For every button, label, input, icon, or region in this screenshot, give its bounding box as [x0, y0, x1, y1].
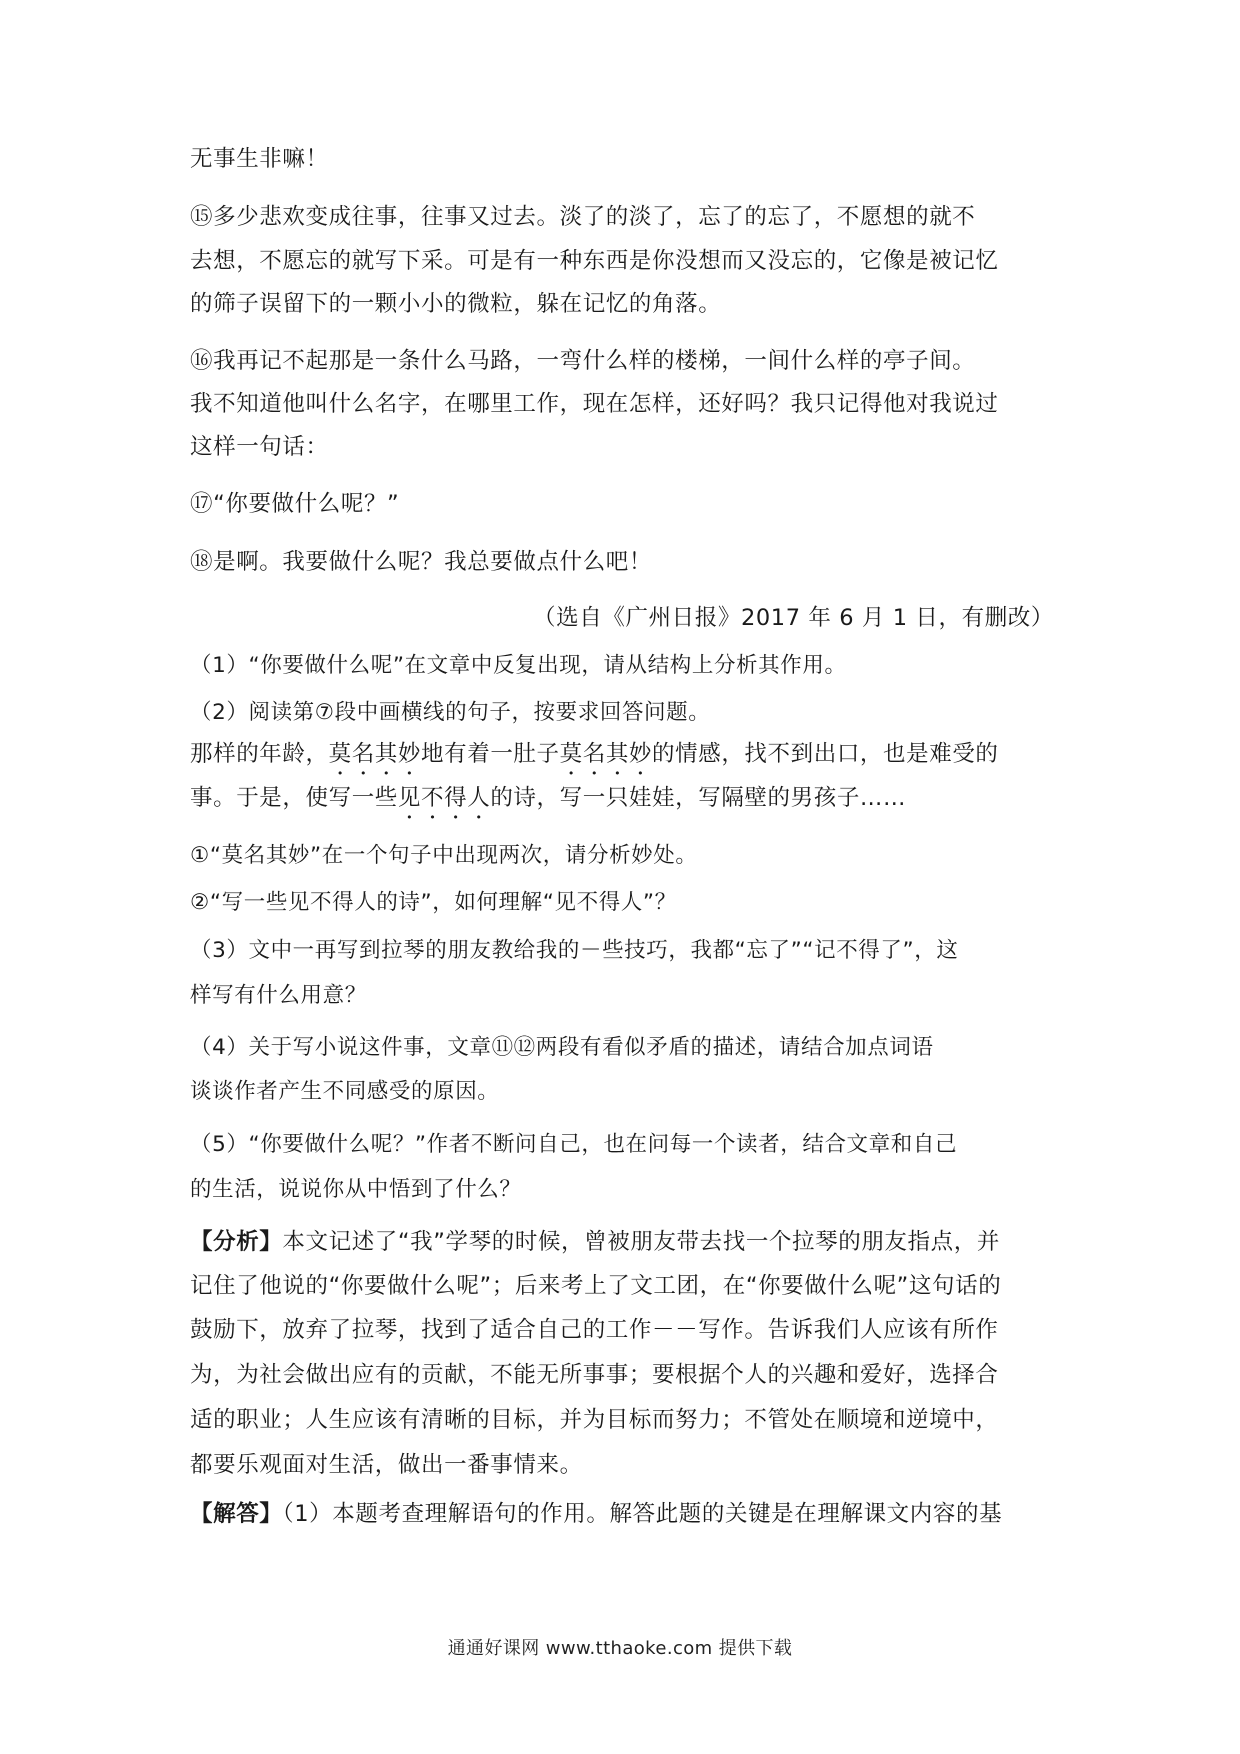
question-3-line-2: 样写有什么用意？ [190, 983, 367, 1008]
question-2-sentence-line-1 [190, 738, 1060, 780]
question-2-prompt: （2）阅读第⑦段中画横线的句子，按要求回答问题。 [190, 700, 711, 725]
paragraph-15-line-1: ⑮多少悲欢变成往事，往事又过去。淡了的淡了，忘了的忘了，不愿想的就不 [190, 204, 976, 230]
question-5-line-1: （5）“你要做什么呢？”作者不断问自己，也在问每一个读者，结合文章和自己 [190, 1132, 958, 1157]
sentence-text: 的情感，找不到出口，也是难受的 [652, 741, 999, 767]
sentence-text: 那样的年龄， [190, 741, 329, 767]
analysis-line-2: 记住了他说的“你要做什么呢”；后来考上了文工团，在“你要做什么呢”这句话的 [190, 1273, 1002, 1299]
sentence-text: 的诗，写一只娃娃，写隔壁的男孩子…… [490, 785, 907, 811]
question-5-line-2: 的生活，说说你从中悟到了什么？ [190, 1177, 522, 1202]
dotted-word: 莫名其妙 [559, 741, 653, 767]
sentence-text: 事。于是，使写一些 [190, 785, 398, 811]
dotted-word: 见不得人 [397, 785, 491, 811]
paragraph-15-line-2: 去想，不愿忘的就写下采。可是有一种东西是你没想而又没忘的，它像是被记忆 [190, 248, 999, 274]
dotted-word: 莫名其妙 [328, 741, 422, 767]
question-4-line-2: 谈谈作者产生不同感受的原因。 [190, 1079, 500, 1104]
analysis-line-1 [190, 1226, 1060, 1258]
question-2-sub-2: ②“写一些见不得人的诗”，如何理解“见不得人”？ [190, 890, 677, 915]
paragraph-14-end: 无事生非嘛！ [190, 146, 329, 172]
analysis-line-3: 鼓励下，放弃了拉琴，找到了适合自己的工作－－写作。告诉我们人应该有所作 [190, 1317, 999, 1343]
answer-line-1 [190, 1498, 1060, 1530]
question-2-sentence-line-2 [190, 782, 1060, 824]
paragraph-17: ⑰“你要做什么呢？” [190, 491, 400, 517]
answer-tag: 【解答】 [190, 1501, 283, 1527]
paragraph-16-line-1: ⑯我再记不起那是一条什么马路，一弯什么样的楼梯，一间什么样的亭子间。 [190, 348, 976, 374]
sentence-text: 地有着一肚子 [421, 741, 560, 767]
question-1: （1）“你要做什么呢”在文章中反复出现，请从结构上分析其作用。 [190, 653, 847, 678]
analysis-line-4: 为，为社会做出应有的贡献，不能无所事事；要根据个人的兴趣和爱好，选择合 [190, 1362, 999, 1388]
answer-text: （1）本题考查理解语句的作用。解答此题的关键是在理解课文内容的基 [282, 1501, 1003, 1527]
analysis-text: 本文记述了“我”学琴的时候，曾被朋友带去找一个拉琴的朋友指点，并 [282, 1229, 1000, 1255]
analysis-line-6: 都要乐观面对生活，做出一番事情来。 [190, 1452, 583, 1478]
analysis-tag: 【分析】 [190, 1229, 283, 1255]
question-2-sub-1: ①“莫名其妙”在一个句子中出现两次，请分析妙处。 [190, 843, 698, 868]
paragraph-16-line-3: 这样一句话： [190, 434, 329, 460]
paragraph-16-line-2: 我不知道他叫什么名字，在哪里工作，现在怎样，还好吗？我只记得他对我说过 [190, 391, 999, 417]
page-footer: 通通好课网 www.tthaoke.com 提供下载 [447, 1638, 793, 1659]
question-3-line-1: （3）文中一再写到拉琴的朋友教给我的－些技巧，我都“忘了”“记不得了”，这 [190, 938, 959, 963]
source-citation: （选自《广州日报》2017 年 6 月 1 日，有删改） [533, 605, 1054, 631]
question-4-line-1: （4）关于写小说这件事，文章⑪⑫两段有看似矛盾的描述，请结合加点词语 [190, 1035, 934, 1060]
paragraph-15-line-3: 的筛子误留下的一颗小小的微粒，躲在记忆的角落。 [190, 291, 722, 317]
paragraph-18: ⑱是啊。我要做什么呢？我总要做点什么吧！ [190, 549, 653, 575]
analysis-line-5: 适的职业；人生应该有清晰的目标，并为目标而努力；不管处在顺境和逆境中， [190, 1407, 999, 1433]
